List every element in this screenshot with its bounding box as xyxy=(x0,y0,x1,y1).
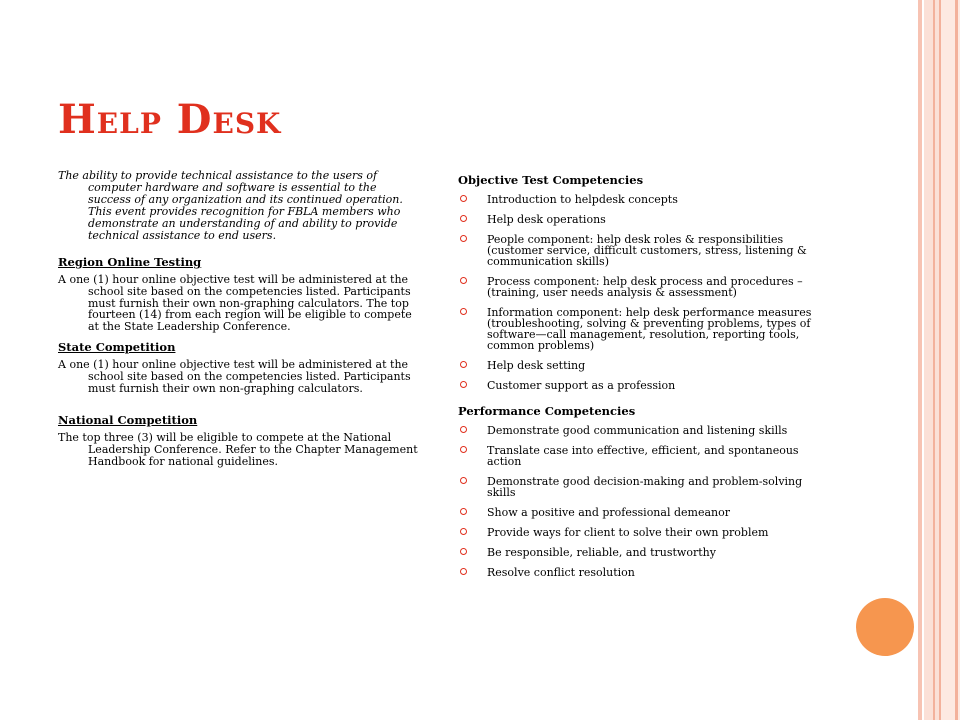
bullet-icon xyxy=(460,426,467,433)
bullet-icon xyxy=(460,528,467,535)
performance-list xyxy=(458,425,830,578)
list-item xyxy=(458,194,830,205)
bullet-icon xyxy=(460,215,467,222)
list-item xyxy=(458,234,830,267)
region-text: A one (1) hour online objective test will be administered at the school site based on the competencies listed. Participants must furnish their own non-graphing calculators. The top fourteen (14) from each region will be eligible to compete at the State Leadership Conference. xyxy=(58,273,412,334)
list-item-text: Introduction to helpdesk concepts xyxy=(487,193,678,206)
bullet-icon xyxy=(460,446,467,453)
bullet-icon xyxy=(460,308,467,315)
bullet-icon xyxy=(460,235,467,242)
list-item-text: People component: help desk roles & responsibilities (customer service, difficult customers, stress, listening & communication skills) xyxy=(487,233,807,268)
national-text: The top three (3) will be eligible to compete at the National Leadership Conference. Refer to the Chapter Management Handbook for national guidelines. xyxy=(58,431,418,468)
bullet-icon xyxy=(460,508,467,515)
list-item xyxy=(458,547,830,558)
bullet-icon xyxy=(460,195,467,202)
list-item xyxy=(458,380,830,391)
list-item-text: Be responsible, reliable, and trustworthy xyxy=(487,546,716,559)
left-column xyxy=(58,170,420,476)
right-column xyxy=(458,174,830,592)
objective-list xyxy=(458,194,830,391)
objective-heading: Objective Test Competencies xyxy=(458,173,644,187)
list-item-text: Help desk setting xyxy=(487,359,586,372)
national-heading: National Competition xyxy=(58,413,198,428)
list-item xyxy=(458,527,830,538)
list-item xyxy=(458,507,830,518)
list-item xyxy=(458,276,830,298)
bullet-icon xyxy=(460,277,467,284)
list-item-text: Translate case into effective, efficient, and spontaneous action xyxy=(487,444,799,468)
list-item xyxy=(458,214,830,225)
performance-heading: Performance Competencies xyxy=(458,404,636,418)
state-text: A one (1) hour online objective test will be administered at the school site based on the competencies listed. Participants must furnish their own non-graphing calculators. xyxy=(58,357,411,395)
bullet-icon xyxy=(460,477,467,484)
event-description: The ability to provide technical assistance to the users of computer hardware and software is essential to the success of any organization and its continued operation. This event provides recognition for FBLA members who demonstrate an understanding of and ability to provide technical assistance to end users. xyxy=(58,169,403,242)
list-item-text: Provide ways for client to solve their own problem xyxy=(487,526,769,539)
list-item xyxy=(458,360,830,371)
region-heading: Region Online Testing xyxy=(58,255,202,269)
list-item-text: Information component: help desk performance measures (troubleshooting, solving & preventing problems, types of software—call management, resolution, reporting tools, common problems) xyxy=(487,306,812,352)
list-item xyxy=(458,476,830,498)
list-item xyxy=(458,425,830,436)
bullet-icon xyxy=(460,361,467,368)
bullet-icon xyxy=(460,568,467,575)
list-item-text: Process component: help desk process and procedures – (training, user needs analysis & assessment) xyxy=(487,275,803,299)
bullet-icon xyxy=(460,548,467,555)
list-item-text: Help desk operations xyxy=(487,213,606,226)
list-item-text: Demonstrate good communication and listening skills xyxy=(487,424,788,437)
slide-title: Help Desk xyxy=(58,96,282,143)
state-heading: State Competition xyxy=(58,339,176,354)
list-item xyxy=(458,307,830,351)
list-item xyxy=(458,567,830,578)
decorative-stripe xyxy=(924,0,933,720)
decorative-circle xyxy=(856,598,914,656)
bullet-icon xyxy=(460,381,467,388)
list-item-text: Demonstrate good decision-making and problem-solving skills xyxy=(487,475,803,499)
list-item-text: Show a positive and professional demeanor xyxy=(487,506,730,519)
list-item-text: Customer support as a profession xyxy=(487,379,676,392)
list-item-text: Resolve conflict resolution xyxy=(487,566,635,579)
list-item xyxy=(458,445,830,467)
decorative-stripe xyxy=(941,0,955,720)
decorative-stripe xyxy=(918,0,922,720)
